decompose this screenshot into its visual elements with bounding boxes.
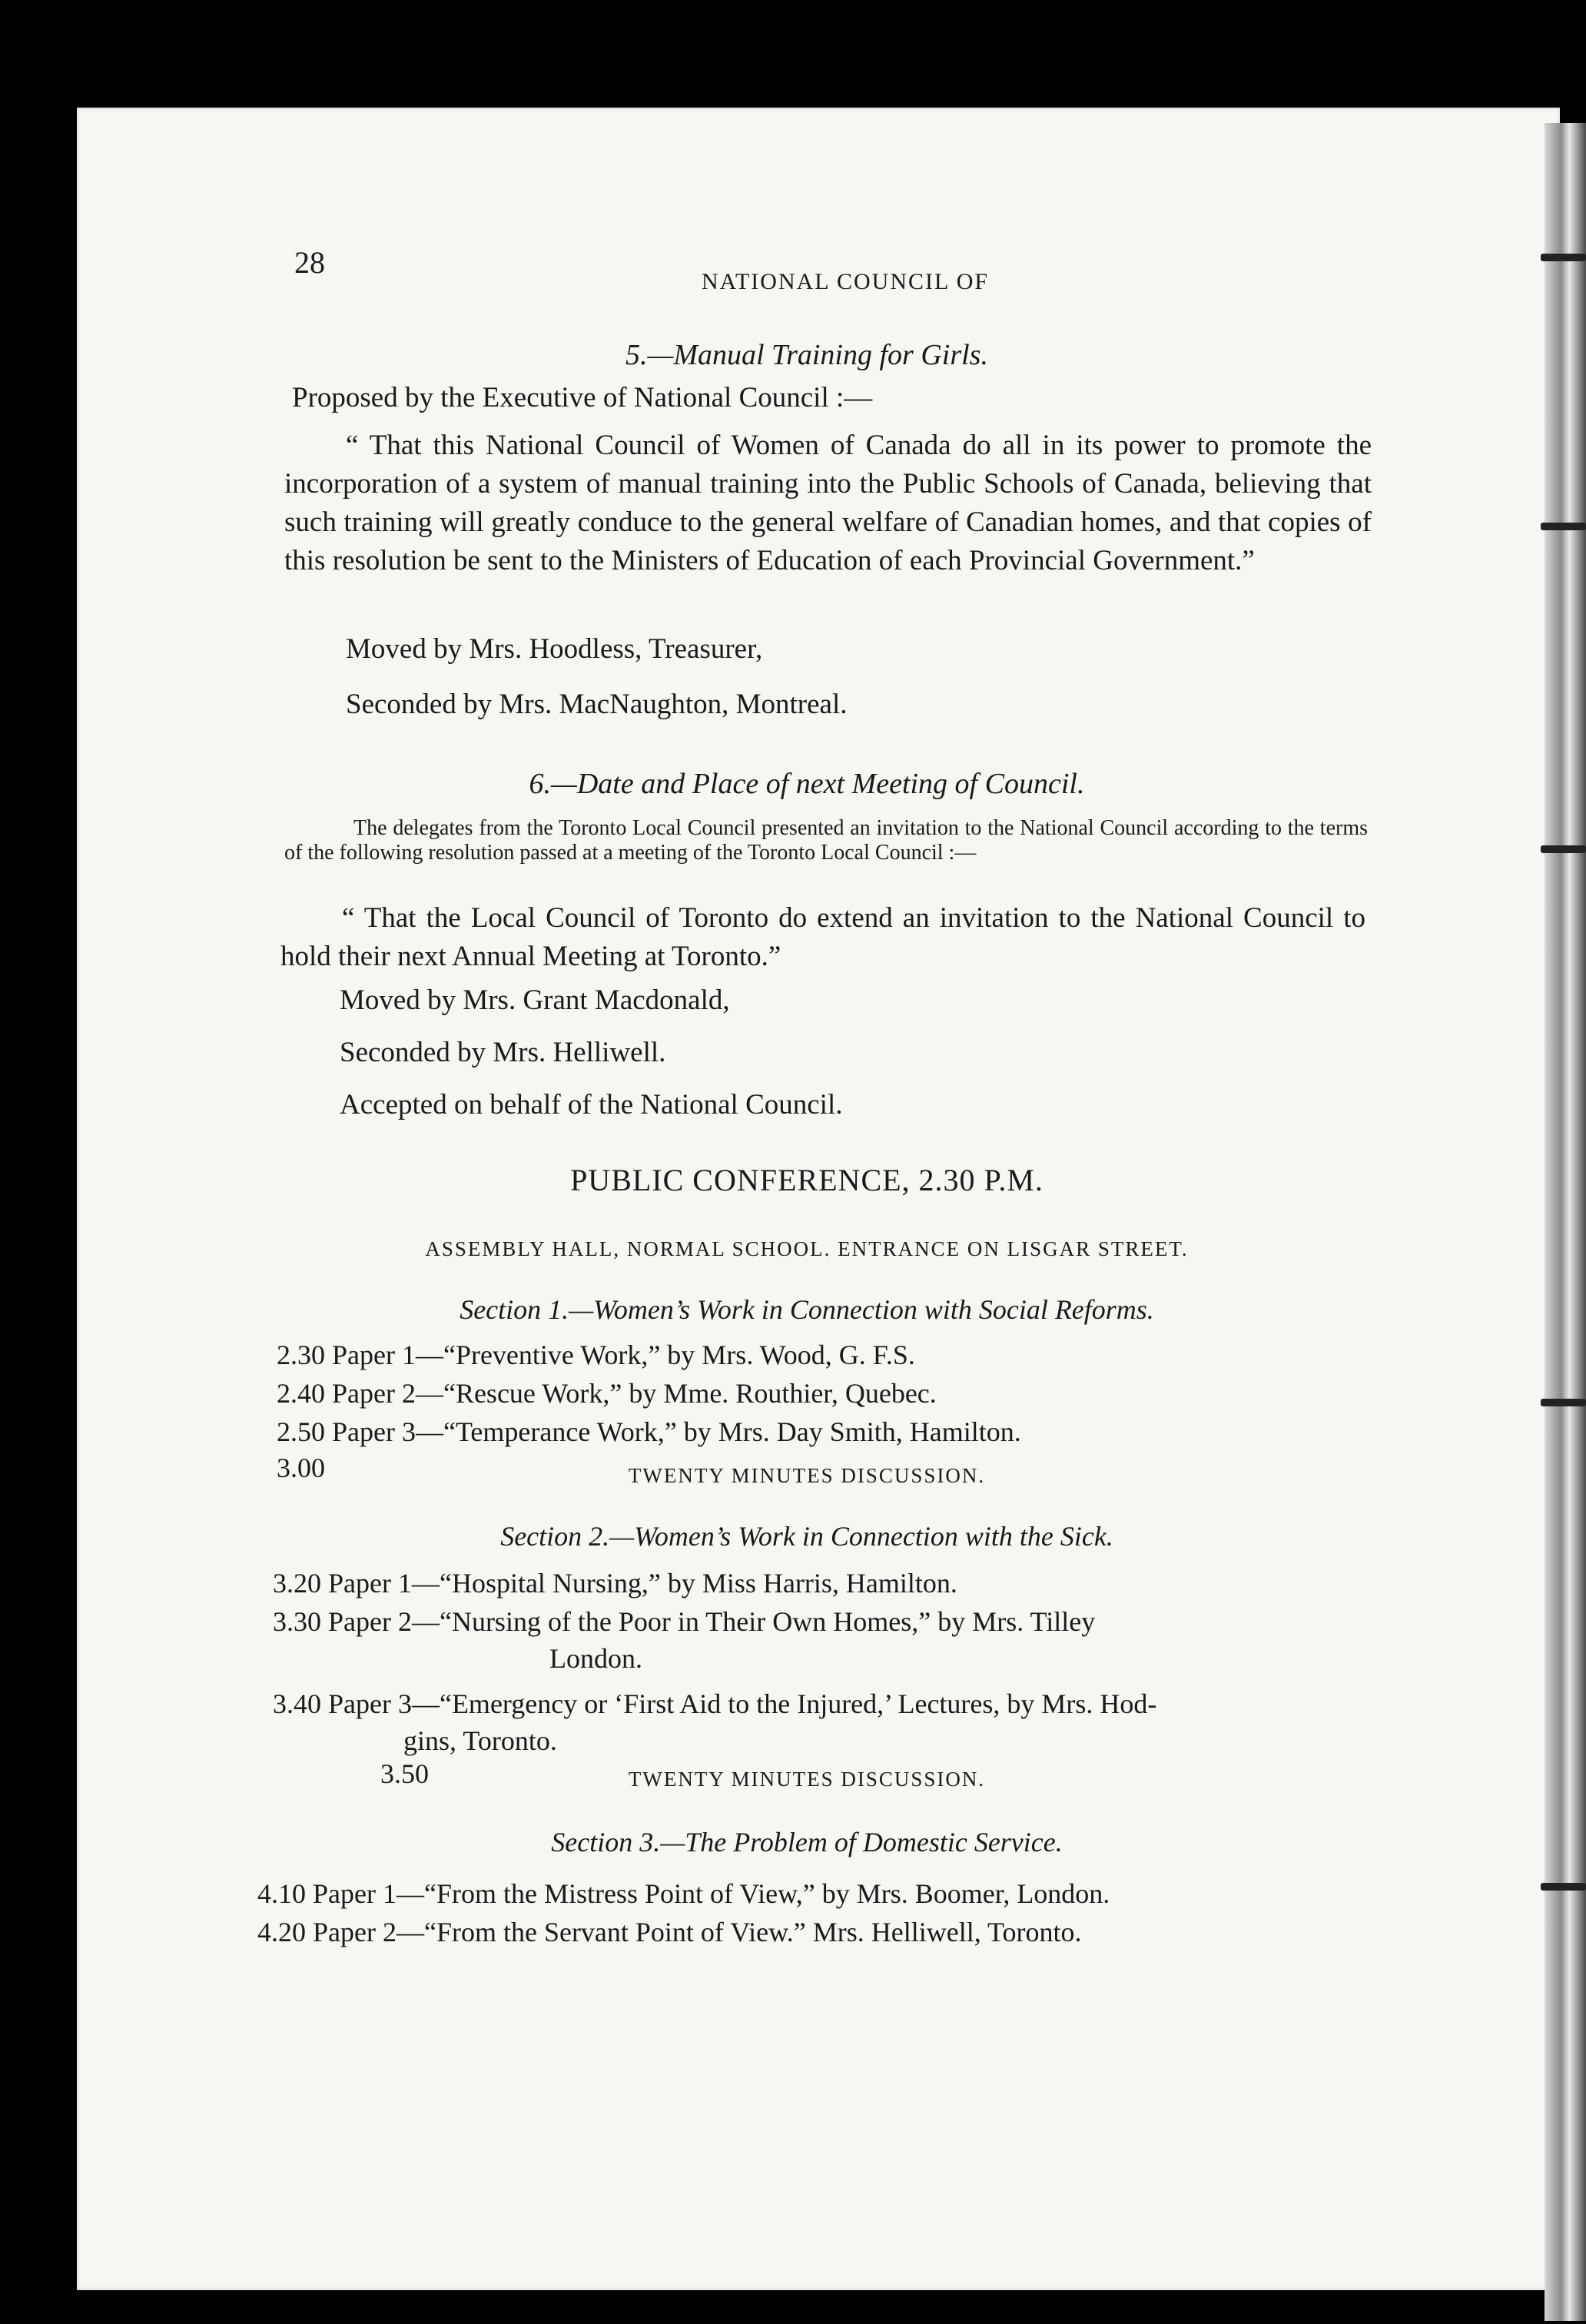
program-item: 3.40 Paper 3—“Emergency or ‘First Aid to the Injured,’ Lectures, by Mrs. Hod- xyxy=(273,1688,1157,1719)
discussion-time: 3.50 xyxy=(380,1758,429,1789)
binding-stitch xyxy=(1541,254,1586,261)
conference-section-1-heading: Section 1.—Women’s Work in Connection with Social Reforms. xyxy=(460,1294,1154,1325)
binding-stitch xyxy=(1541,1883,1586,1891)
manual-training-resolution: “ That this National Council of Women of Canada do all in its power to promote the incorporation of a system of manual training into the Public Schools of Canada, believing that such training will greatly conduce to the general welfare of Canadian homes, and that copies of this resolution be sent to the Ministers of Education of each Provincial Government.” xyxy=(284,430,1372,576)
conference-section-2-heading: Section 2.—Women’s Work in Connection with the Sick. xyxy=(500,1521,1113,1552)
binding-stitch xyxy=(1541,845,1586,853)
conference-location: ASSEMBLY HALL, NORMAL SCHOOL. ENTRANCE ON LISGAR STREET. xyxy=(425,1237,1189,1260)
moved-by: Moved by Mrs. Hoodless, Treasurer, xyxy=(346,633,763,665)
program-item-continuation: gins, Toronto. xyxy=(403,1725,557,1756)
proposed-line: Proposed by the Executive of National Council :— xyxy=(292,382,873,413)
program-item: 2.50 Paper 3—“Temperance Work,” by Mrs. Day Smith, Hamilton. xyxy=(277,1416,1021,1447)
program-item: 4.10 Paper 1—“From the Mistress Point of View,” by Mrs. Boomer, London. xyxy=(257,1878,1110,1909)
section-6-heading: 6.—Date and Place of next Meeting of Council. xyxy=(529,768,1085,800)
conference-section-3-heading: Section 3.—The Problem of Domestic Service. xyxy=(551,1827,1063,1858)
section-5-heading: 5.—Manual Training for Girls. xyxy=(625,339,988,371)
page-number: 28 xyxy=(294,245,325,280)
program-item: 2.30 Paper 1—“Preventive Work,” by Mrs. Wood, G. F.S. xyxy=(277,1340,915,1370)
seconded-by: Seconded by Mrs. Helliwell. xyxy=(340,1037,666,1068)
discussion-time: 3.00 xyxy=(277,1452,325,1483)
moved-by: Moved by Mrs. Grant Macdonald, xyxy=(340,984,730,1016)
program-item: 3.30 Paper 2—“Nursing of the Poor in Their Own Homes,” by Mrs. Tilley xyxy=(273,1606,1096,1637)
program-item: 3.20 Paper 1—“Hospital Nursing,” by Miss Harris, Hamilton. xyxy=(273,1568,957,1599)
seconded-by: Seconded by Mrs. MacNaughton, Montreal. xyxy=(346,689,848,720)
program-item: 4.20 Paper 2—“From the Servant Point of View.” Mrs. Helliwell, Toronto. xyxy=(257,1917,1082,1947)
conference-title: PUBLIC CONFERENCE, 2.30 P.M. xyxy=(570,1163,1044,1197)
program-item: 2.40 Paper 2—“Rescue Work,” by Mme. Routhier, Quebec. xyxy=(277,1378,937,1409)
accepted-line: Accepted on behalf of the National Council. xyxy=(340,1089,843,1120)
book-binding-edge xyxy=(1545,123,1586,2321)
program-item-continuation: London. xyxy=(549,1643,642,1674)
running-title: NATIONAL COUNCIL OF xyxy=(701,269,990,294)
toronto-resolution: “ That the Local Council of Toronto do extend an invitation to the National Council to hold their next Annual Meeting at Toronto.” xyxy=(280,902,1365,972)
binding-stitch xyxy=(1541,523,1586,530)
binding-stitch xyxy=(1541,1399,1586,1406)
discussion-label: TWENTY MINUTES DISCUSSION. xyxy=(628,1464,986,1487)
toronto-invitation-intro: The delegates from the Toronto Local Council presented an invitation to the National Council according to the terms of the following resolution passed at a meeting of the Toronto Local Council :— xyxy=(284,816,1368,865)
discussion-label: TWENTY MINUTES DISCUSSION. xyxy=(628,1768,986,1791)
